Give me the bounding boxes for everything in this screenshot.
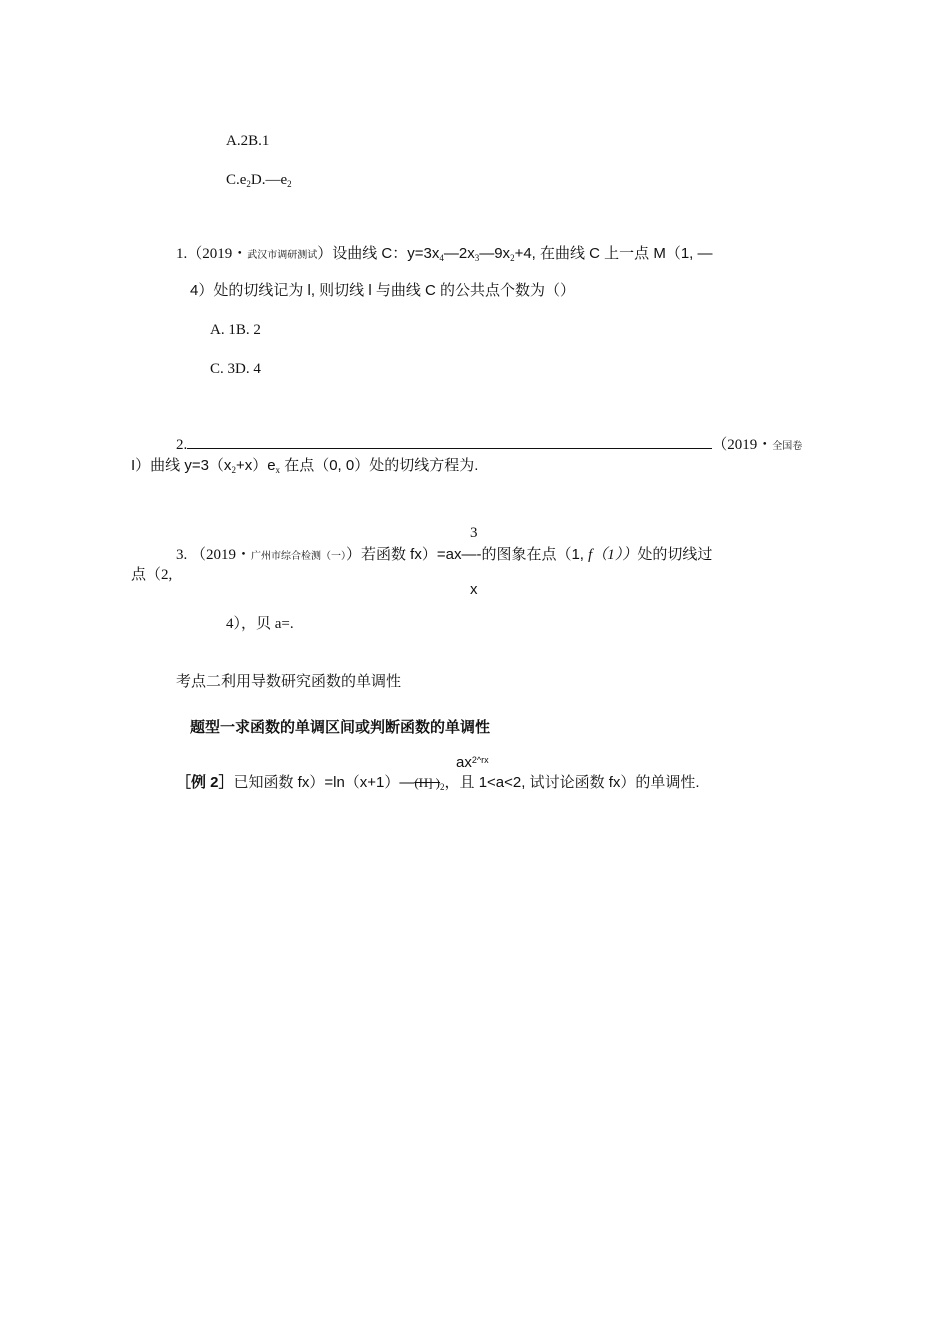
q1-line2 — [190, 281, 575, 301]
option-d-sub: 2 — [287, 179, 292, 189]
q1-line2-text: 4）处的切线记为 l, 则切线 l 与曲线 C 的公共点个数为（） — [190, 282, 576, 299]
q3-denominator: x — [470, 581, 478, 598]
example-text2: ，且 1<a<2, 试讨论函数 fx）的单调性. — [444, 774, 700, 791]
q3-line2 — [131, 565, 172, 585]
q1-number: 1.（2019・ — [176, 246, 248, 262]
q1-sub2: 2 — [510, 253, 515, 263]
q3-fraction-denominator — [470, 580, 478, 600]
section-heading — [176, 672, 401, 692]
q3-line3 — [226, 614, 294, 634]
q1-source: 武汉市调研测试 — [247, 250, 318, 261]
q1-options-ab — [210, 320, 261, 340]
option-line-ab — [226, 131, 269, 151]
q2-subx: x — [275, 465, 281, 475]
q2-tail: （2019・ — [712, 437, 773, 453]
q3-text2: 处的切线过 — [637, 546, 713, 563]
q3-number: 3. （2019・ — [176, 547, 252, 563]
option-c-text: C.e — [226, 172, 247, 188]
example-frac-top-sup: 2^rx — [471, 755, 489, 765]
q3-source: 广州市综合检测（一） — [251, 551, 347, 562]
q1-line1 — [176, 244, 713, 266]
section-subheading-text: 题型一求函数的单调区间或判断函数的单调性 — [190, 719, 491, 736]
example-fraction-top — [456, 753, 489, 774]
q3-line1 — [176, 545, 712, 567]
q2-text-c: 在点（0, 0）处的切线方程为. — [280, 457, 479, 474]
q1-text3: —9x — [479, 245, 511, 262]
example-frac-top: ax — [456, 754, 472, 771]
q2-line2 — [131, 456, 478, 477]
example-line — [176, 773, 700, 794]
q1-text4: +4, 在曲线 C 上一点 M（1, — — [514, 245, 713, 262]
option-line-cd — [226, 170, 292, 191]
q3-text1: ）若函数 fx）=ax—-的图象在点（1, — [346, 546, 589, 563]
option-d-text: D.—e — [250, 172, 288, 188]
q2-line1 — [176, 435, 802, 457]
option-c-sub: 2 — [246, 179, 251, 189]
example-text1: 已知函数 fx）=ln（x+1）— — [233, 774, 415, 791]
q2-sub2: 2 — [231, 465, 236, 475]
q3-line3-text: 4），贝 a=. — [226, 616, 294, 632]
q1-opt-cd: C. 3D. 4 — [210, 361, 261, 377]
q2-number: 2. — [176, 437, 188, 453]
q1-text1: ）设曲线 C：y=3x — [317, 245, 440, 262]
q1-sub4: 4 — [439, 253, 444, 263]
example-strike: (H] ) — [414, 775, 441, 790]
option-ab-text: A.2B.1 — [226, 133, 270, 149]
q2-text-b: +x）e — [235, 457, 276, 474]
q1-opt-ab: A. 1B. 2 — [210, 322, 261, 338]
q3-numerator: 3 — [470, 525, 478, 541]
section-subheading — [190, 718, 490, 738]
section-heading-text: 考点二利用导数研究函数的单调性 — [176, 673, 402, 690]
q3-line2-text: 点（2, — [131, 567, 173, 583]
q2-text-a: I）曲线 y=3（x — [131, 457, 232, 474]
q2-answer-blank — [187, 436, 712, 449]
example-label: ［例 2］ — [176, 774, 234, 791]
q1-sub3: 3 — [474, 253, 480, 263]
q1-options-cd — [210, 359, 261, 379]
q1-text2: —2x — [443, 245, 475, 262]
example-sub2: 2 — [440, 782, 445, 792]
q3-fraction-numerator — [470, 523, 478, 543]
q3-text-italic: f（1）） — [588, 547, 638, 563]
q2-source: 全国卷 — [772, 441, 803, 452]
